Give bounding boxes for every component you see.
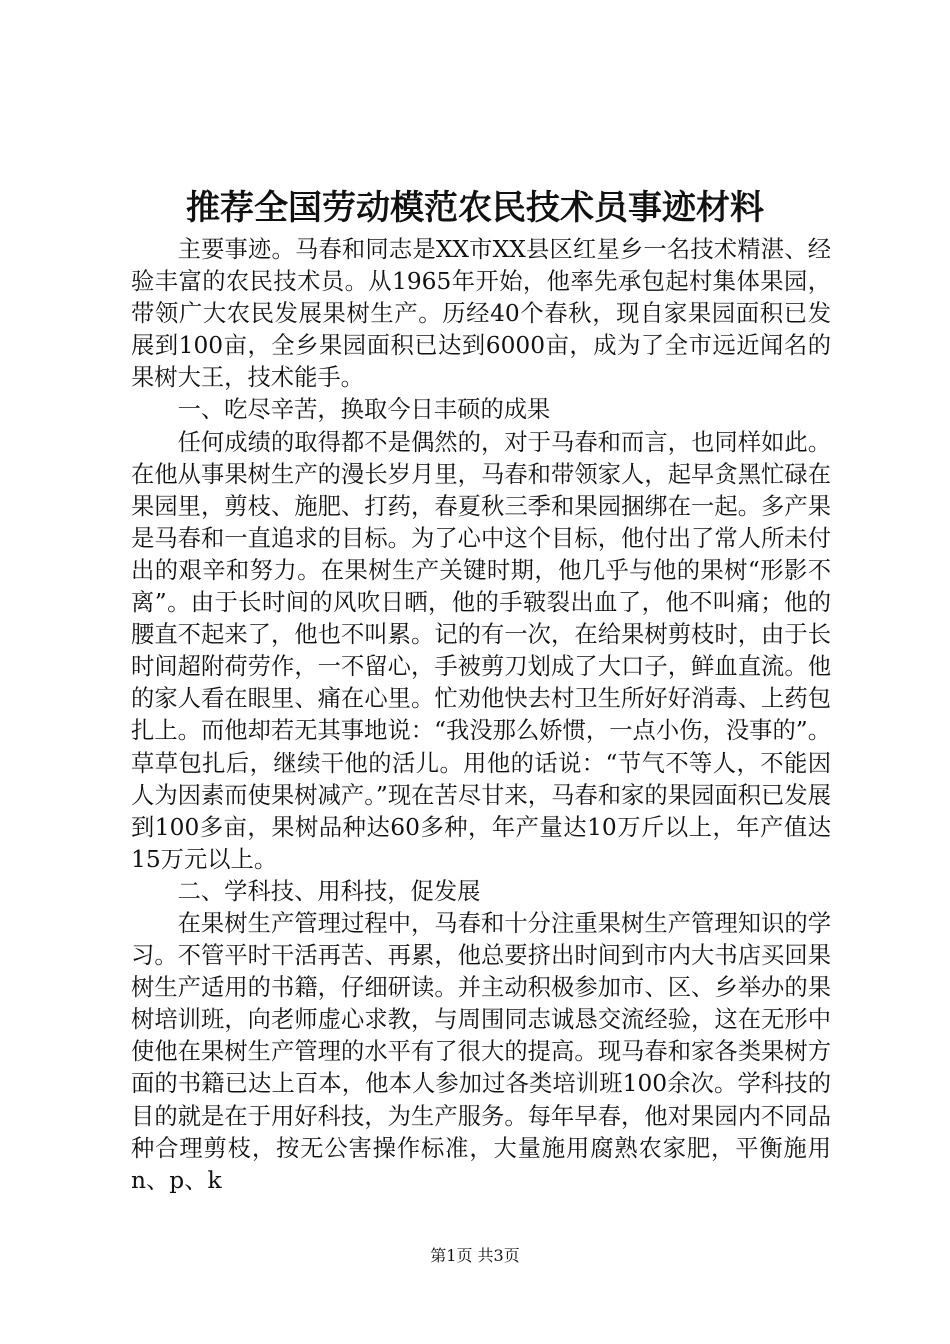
paragraph-section-2: 在果树生产管理过程中，马春和十分注重果树生产管理知识的学习。不管平时干活再苦、再累，他总要挤出时间到市内大书店买回果树生产适用的书籍，仔细研读。并主动积极参加市、区、乡举办的果树培训班，向老师虚心求教，与周围同志诚恳交流经验，这在无形中使他在果树生产管理的水平有了很大的提高。现马春和家各类果树方面的书籍已达上百本，他本人参加过各类培训班100余次。学科技的目的就是在于用好科技，为生产服务。每年早春，他对果园内不同品种合理剪枝，按无公害操作标准，大量施用腐熟农家肥，平衡施用n、p、k [131,909,831,1194]
document-title: 推荐全国劳动模范农民技术员事迹材料 [186,188,764,228]
paragraph-intro: 主要事迹。马春和同志是XX市XX县区红星乡一名技术精湛、经验丰富的农民技术员。从1965年开始，他率先承包起村集体果园，带领广大农民发展果树生产。历经40个春秋，现自家果园面积已发展到100亩，全乡果园面积已达到6000亩，成为了全市远近闻名的果树大王，技术能手。 [131,236,831,392]
paragraph-section-1: 任何成绩的取得都不是偶然的，对于马春和而言，也同样如此。在他从事果树生产的漫长岁月里，马春和带领家人，起早贪黑忙碌在果园里，剪枝、施肥、打药，春夏秋三季和果园捆绑在一起。多产果是马春和一直追求的目标。为了心中这个目标，他付出了常人所未付出的艰辛和努力。在果树生产关键时期，他几乎与他的果树“形影不离”。由于长时间的风吹日晒，他的手皲裂出血了，他不叫痛；他的腰直不起来了，他也不叫累。记的有一次，在给果树剪枝时，由于长时间超附荷劳作，一不留心，手被剪刀划成了大口子，鲜血直流。他的家人看在眼里、痛在心里。忙劝他快去村卫生所好好消毒、上药包扎上。而他却若无其事地说：“我没那么娇惯，一点小伤，没事的”。草草包扎后，继续干他的活儿。用他的话说：“节气不等人，不能因人为因素而使果树减产。”现在苦尽甘来，马春和家的果园面积已发展到100多亩，果树品种达60多种，年产量达10万斤以上，年产值达15万元以上。 [131,428,831,873]
page-footer: 第1页 共3页 [430,1246,520,1265]
section-heading-1: 一、吃尽辛苦，换取今日丰硕的成果 [177,396,551,424]
document-body [131,234,831,1197]
section-heading-2: 二、学科技、用科技，促发展 [177,877,481,905]
